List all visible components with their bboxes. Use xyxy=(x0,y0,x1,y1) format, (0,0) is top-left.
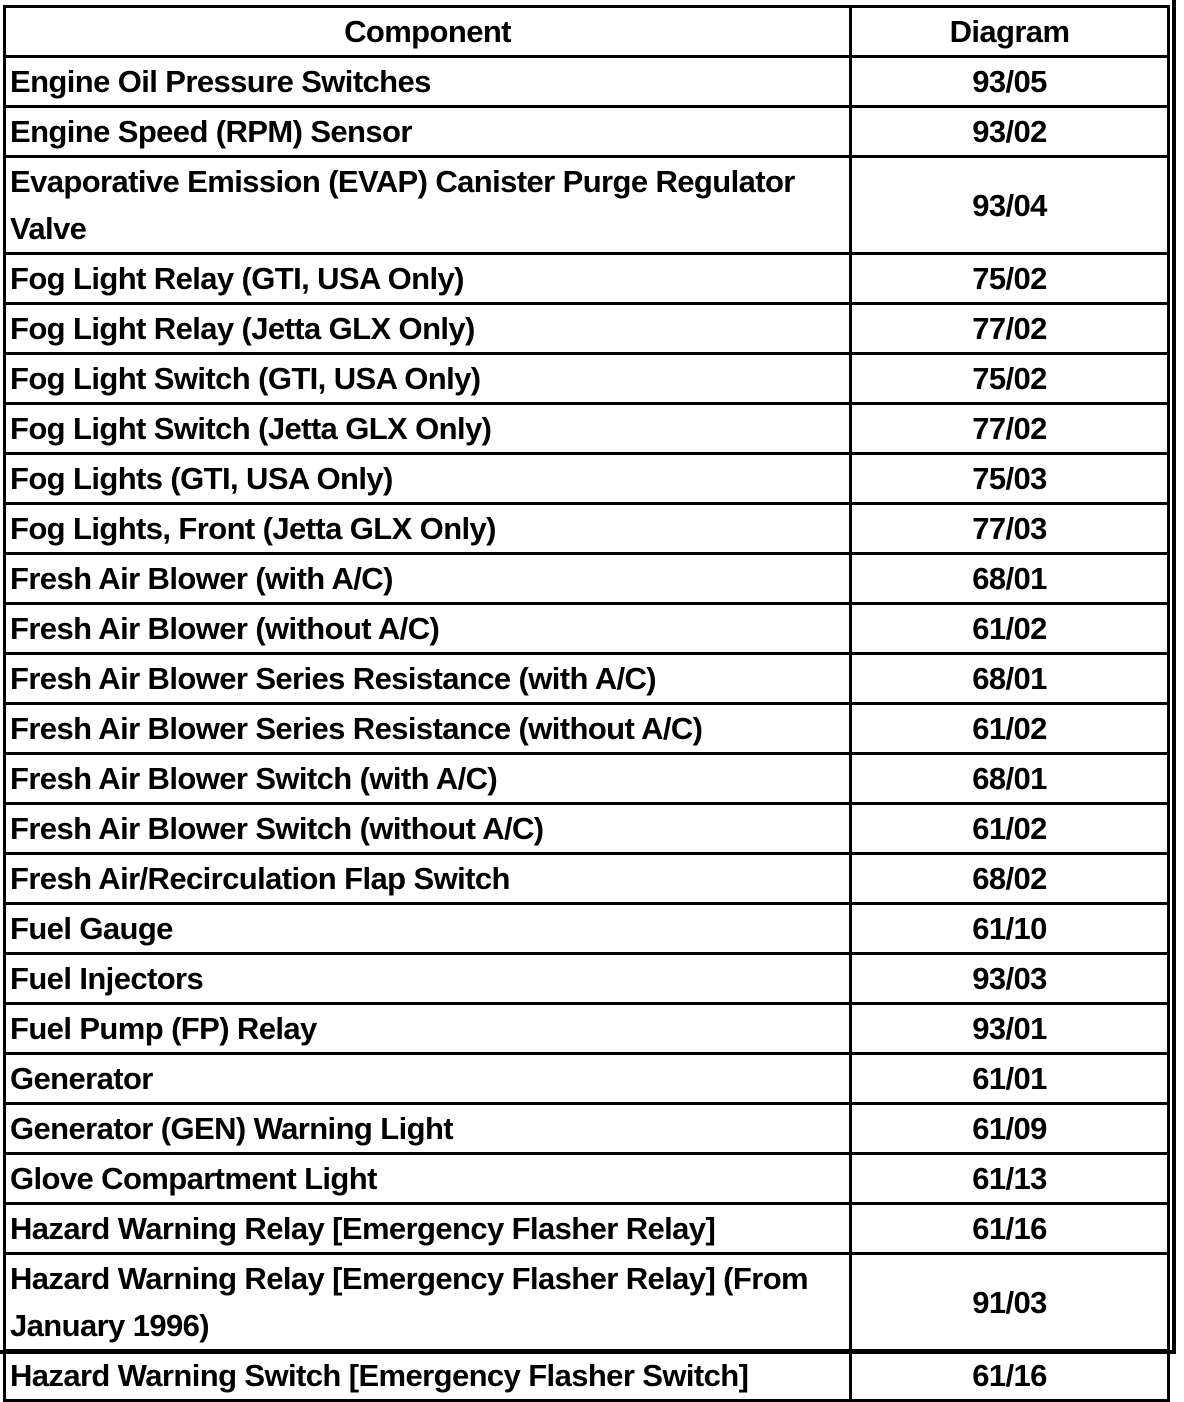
table-row xyxy=(5,254,1169,304)
component-cell: Fresh Air Blower Switch (with A/C) xyxy=(5,754,851,804)
component-column-header: Component xyxy=(5,7,851,57)
table-row xyxy=(5,1204,1169,1254)
component-cell: Fresh Air Blower (without A/C) xyxy=(5,604,851,654)
diagram-cell: 61/02 xyxy=(851,804,1169,854)
table-row xyxy=(5,157,1169,254)
table-row xyxy=(5,1154,1169,1204)
table-row xyxy=(5,1351,1169,1401)
diagram-cell: 93/01 xyxy=(851,1004,1169,1054)
component-cell: Generator (GEN) Warning Light xyxy=(5,1104,851,1154)
diagram-cell: 77/02 xyxy=(851,304,1169,354)
diagram-cell: 61/02 xyxy=(851,704,1169,754)
diagram-cell: 61/10 xyxy=(851,904,1169,954)
component-cell: Glove Compartment Light xyxy=(5,1154,851,1204)
component-diagram-table xyxy=(3,5,1170,1402)
component-cell: Fuel Gauge xyxy=(5,904,851,954)
component-cell: Hazard Warning Relay [Emergency Flasher Relay] xyxy=(5,1204,851,1254)
component-cell: Hazard Warning Switch [Emergency Flasher Switch] xyxy=(5,1351,851,1401)
table-row xyxy=(5,804,1169,854)
table-row xyxy=(5,354,1169,404)
diagram-cell: 75/02 xyxy=(851,254,1169,304)
diagram-cell: 61/16 xyxy=(851,1351,1169,1401)
diagram-cell: 75/03 xyxy=(851,454,1169,504)
component-cell: Fresh Air Blower Series Resistance (without A/C) xyxy=(5,704,851,754)
component-cell: Evaporative Emission (EVAP) Canister Purge Regulator Valve xyxy=(5,157,851,254)
table-row xyxy=(5,704,1169,754)
table-row xyxy=(5,504,1169,554)
table-row xyxy=(5,1104,1169,1154)
component-cell: Fog Light Switch (GTI, USA Only) xyxy=(5,354,851,404)
component-cell: Fog Light Relay (GTI, USA Only) xyxy=(5,254,851,304)
component-cell: Hazard Warning Relay [Emergency Flasher Relay] (From January 1996) xyxy=(5,1254,851,1351)
component-cell: Fresh Air/Recirculation Flap Switch xyxy=(5,854,851,904)
diagram-cell: 61/09 xyxy=(851,1104,1169,1154)
component-cell: Fog Lights (GTI, USA Only) xyxy=(5,454,851,504)
header-row xyxy=(5,7,1169,57)
diagram-cell: 61/16 xyxy=(851,1204,1169,1254)
page-right-border xyxy=(1172,0,1176,1352)
table-row xyxy=(5,107,1169,157)
component-cell: Fuel Injectors xyxy=(5,954,851,1004)
table-row xyxy=(5,954,1169,1004)
component-cell: Fog Light Relay (Jetta GLX Only) xyxy=(5,304,851,354)
page-bottom-border xyxy=(0,1350,1176,1354)
diagram-cell: 61/02 xyxy=(851,604,1169,654)
diagram-cell: 68/01 xyxy=(851,554,1169,604)
diagram-cell: 93/04 xyxy=(851,157,1169,254)
table-row xyxy=(5,554,1169,604)
diagram-cell: 68/01 xyxy=(851,654,1169,704)
component-cell: Engine Oil Pressure Switches xyxy=(5,57,851,107)
diagram-cell: 93/02 xyxy=(851,107,1169,157)
diagram-cell: 75/02 xyxy=(851,354,1169,404)
diagram-cell: 93/03 xyxy=(851,954,1169,1004)
table-row xyxy=(5,604,1169,654)
component-cell: Fresh Air Blower Series Resistance (with A/C) xyxy=(5,654,851,704)
table-row xyxy=(5,904,1169,954)
diagram-cell: 91/03 xyxy=(851,1254,1169,1351)
component-cell: Fog Lights, Front (Jetta GLX Only) xyxy=(5,504,851,554)
table-row xyxy=(5,654,1169,704)
table-row xyxy=(5,1254,1169,1351)
table-row xyxy=(5,304,1169,354)
table-row xyxy=(5,57,1169,107)
component-cell: Fog Light Switch (Jetta GLX Only) xyxy=(5,404,851,454)
table-row xyxy=(5,404,1169,454)
table-row xyxy=(5,1004,1169,1054)
table-row xyxy=(5,754,1169,804)
diagram-cell: 68/02 xyxy=(851,854,1169,904)
diagram-cell: 61/01 xyxy=(851,1054,1169,1104)
table-row xyxy=(5,1054,1169,1104)
component-cell: Fresh Air Blower (with A/C) xyxy=(5,554,851,604)
table-row xyxy=(5,454,1169,504)
component-cell: Generator xyxy=(5,1054,851,1104)
component-cell: Fresh Air Blower Switch (without A/C) xyxy=(5,804,851,854)
diagram-cell: 77/03 xyxy=(851,504,1169,554)
diagram-cell: 93/05 xyxy=(851,57,1169,107)
component-cell: Fuel Pump (FP) Relay xyxy=(5,1004,851,1054)
component-cell: Engine Speed (RPM) Sensor xyxy=(5,107,851,157)
diagram-cell: 68/01 xyxy=(851,754,1169,804)
diagram-column-header: Diagram xyxy=(851,7,1169,57)
diagram-cell: 61/13 xyxy=(851,1154,1169,1204)
table-row xyxy=(5,854,1169,904)
diagram-cell: 77/02 xyxy=(851,404,1169,454)
